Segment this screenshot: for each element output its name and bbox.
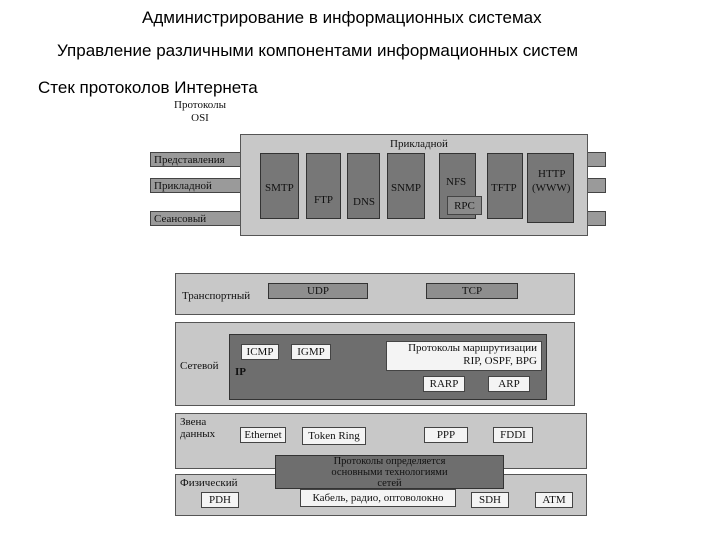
protocol-ppp: PPP	[424, 427, 468, 443]
protocol-ftp: FTP	[306, 153, 341, 219]
physical-layer-label: Физический	[180, 477, 238, 489]
datalink-layer-label	[180, 416, 215, 440]
protocol-pdh: PDH	[201, 492, 239, 508]
osi-label	[170, 99, 230, 125]
protocol-arp: ARP	[488, 376, 530, 392]
routing-protocols-list: RIP, OSPF, BPG	[463, 355, 537, 367]
network-layer-label: Сетевой	[180, 360, 219, 372]
protocol-dns: DNS	[347, 153, 380, 219]
page-title: Администрирование в информационных системах	[142, 8, 542, 27]
protocol-atm: ATM	[535, 492, 573, 508]
note-line1: Протоколы определяется	[333, 455, 446, 467]
routing-protocols-box	[386, 341, 542, 371]
protocol-rarp: RARP	[423, 376, 465, 392]
osi-row-session-label: Сеансовый	[154, 213, 207, 225]
protocol-http: HTTP (WWW)	[527, 153, 574, 223]
osi-label-line2: OSI	[191, 112, 209, 124]
protocol-fddi: FDDI	[493, 427, 533, 443]
protocol-ip: IP	[235, 366, 246, 378]
protocol-tcp: TCP	[426, 283, 518, 299]
protocol-tftp: TFTP	[487, 153, 523, 219]
osi-row-application-label: Прикладной	[154, 180, 212, 192]
application-layer-label: Прикладной	[390, 138, 448, 150]
routing-protocols-title: Протоколы маршрутизации	[408, 342, 537, 354]
protocol-udp: UDP	[268, 283, 368, 299]
protocol-igmp: IGMP	[291, 344, 331, 360]
page-subtitle: Управление различными компонентами информационных систем	[57, 41, 579, 60]
physical-media: Кабель, радио, оптоволокно	[300, 489, 456, 507]
protocol-rpc: RPC	[447, 196, 482, 215]
protocol-nfs: NFS	[439, 153, 476, 219]
note-line2: основными технологиями	[331, 466, 448, 478]
protocol-ethernet: Ethernet	[240, 427, 286, 443]
datalink-label-line2: данных	[180, 428, 216, 440]
osi-row-presentation-label: Представления	[154, 154, 225, 166]
protocol-smtp: SMTP	[260, 153, 299, 219]
osi-label-line1: Протоколы	[174, 99, 226, 111]
network-technologies-note	[275, 455, 504, 489]
transport-layer-label: Транспортный	[182, 290, 251, 302]
section-title: Стек протоколов Интернета	[38, 78, 258, 97]
note-line3: сетей	[377, 477, 402, 489]
datalink-label-line1: Звена	[180, 416, 207, 428]
protocol-snmp: SNMP	[387, 153, 425, 219]
protocol-token-ring: Token Ring	[302, 427, 366, 445]
protocol-sdh: SDH	[471, 492, 509, 508]
protocol-icmp: ICMP	[241, 344, 279, 360]
